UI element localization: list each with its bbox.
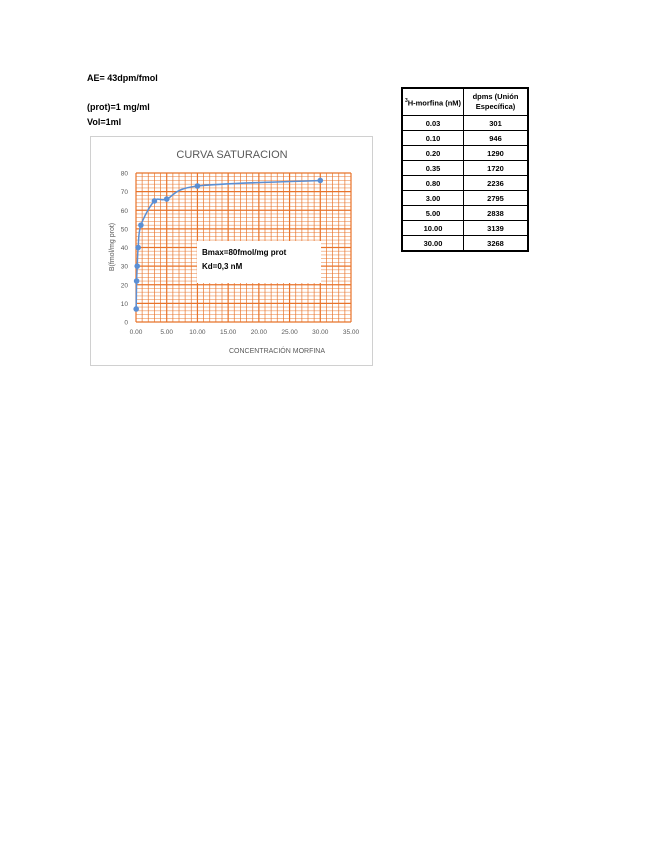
y-axis-label: B(fmol/mg prot)	[109, 222, 116, 272]
prot-note: (prot)=1 mg/ml	[87, 102, 150, 112]
y-tick-label: 50	[120, 226, 128, 234]
table-row	[402, 146, 528, 161]
cell-dpms: 301	[464, 116, 529, 131]
x-tick-label: 10.00	[189, 329, 206, 336]
cell-dpms: 3268	[464, 236, 529, 252]
table-row	[402, 236, 528, 252]
y-tick-label: 80	[120, 170, 128, 178]
table-row	[402, 116, 528, 131]
table-row	[402, 221, 528, 236]
x-tick-label: 20.00	[250, 329, 267, 336]
y-tick-label: 20	[120, 282, 128, 290]
data-point	[135, 245, 141, 251]
table-row	[402, 191, 528, 206]
data-point	[133, 306, 139, 312]
x-tick-label: 25.00	[281, 329, 298, 336]
data-table	[401, 87, 529, 252]
header-morfina-label: H-morfina (nM)	[407, 98, 462, 108]
cell-concentration: 3.00	[402, 191, 464, 206]
x-axis-label: CONCENTRACIÓN MORFINA	[228, 348, 326, 355]
cell-concentration: 0.80	[402, 176, 464, 191]
cell-concentration: 0.03	[402, 116, 464, 131]
data-point	[138, 222, 144, 228]
data-point	[134, 263, 140, 269]
cell-concentration: 0.20	[402, 146, 464, 161]
header-superscript: 3	[404, 97, 408, 104]
table-row	[402, 161, 528, 176]
cell-dpms: 3139	[464, 221, 529, 236]
y-tick-label: 30	[120, 263, 128, 271]
table-row	[402, 176, 528, 191]
cell-dpms: 2795	[464, 191, 529, 206]
y-tick-label: 40	[120, 245, 128, 252]
cell-dpms: 1290	[464, 146, 529, 161]
cell-dpms: 946	[464, 131, 529, 146]
table-body	[402, 116, 528, 252]
cell-concentration: 10.00	[402, 221, 464, 236]
data-point	[152, 198, 158, 204]
cell-concentration: 0.35	[402, 161, 464, 176]
header-morfina	[402, 88, 464, 116]
cell-dpms: 2236	[464, 176, 529, 191]
data-point	[317, 178, 323, 184]
x-tick-label: 0.00	[129, 329, 143, 336]
x-tick-label: 5.00	[160, 329, 174, 336]
cell-concentration: 30.00	[402, 236, 464, 252]
y-tick-label: 70	[120, 189, 128, 197]
y-tick-label: 10	[120, 300, 128, 308]
table-row	[402, 206, 528, 221]
annotation-kd: Kd=0,3 nM	[202, 262, 243, 271]
data-point	[134, 278, 140, 284]
ae-note: AE= 43dpm/fmol	[87, 73, 158, 83]
cell-concentration: 5.00	[402, 206, 464, 221]
y-tick-label: 60	[120, 207, 128, 215]
vol-note: Vol=1ml	[87, 117, 122, 127]
annotation-bmax: Bmax=80fmol/mg prot	[202, 248, 287, 257]
chart-title: CURVA SATURACION	[176, 149, 288, 161]
table-row	[402, 131, 528, 146]
data-point	[164, 196, 170, 202]
cell-dpms: 1720	[464, 161, 529, 176]
saturation-chart	[90, 136, 373, 366]
y-tick-label: 0	[124, 319, 128, 327]
x-tick-label: 35.00	[342, 329, 360, 336]
data-point	[195, 183, 201, 189]
cell-concentration: 0.10	[402, 131, 464, 146]
chart-svg	[91, 137, 374, 367]
header-dpms: dpms (Unión Específica)	[464, 88, 529, 116]
cell-dpms: 2838	[464, 206, 529, 221]
x-tick-label: 30.00	[312, 329, 329, 336]
x-tick-label: 15.00	[220, 329, 237, 336]
